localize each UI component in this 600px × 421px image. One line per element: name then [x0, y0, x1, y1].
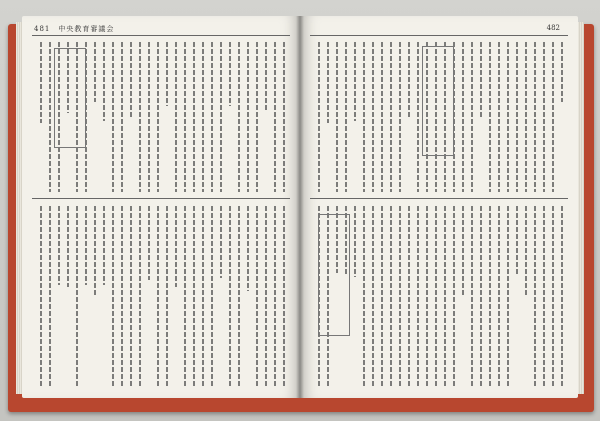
text-line — [103, 206, 105, 285]
text-line — [67, 206, 69, 287]
text-line — [202, 206, 204, 386]
text-line — [480, 206, 482, 386]
text-line — [175, 206, 177, 287]
text-line — [408, 42, 410, 117]
text-line — [166, 42, 168, 106]
right-boxed-note — [422, 46, 454, 156]
text-line — [229, 206, 231, 386]
section-divider — [310, 198, 568, 199]
text-line — [139, 42, 141, 192]
text-line — [381, 206, 383, 386]
text-line — [130, 42, 132, 118]
text-line — [211, 206, 213, 386]
text-line — [49, 42, 51, 192]
text-line — [220, 42, 222, 192]
text-line — [480, 42, 482, 118]
text-line — [336, 42, 338, 192]
text-line — [399, 42, 401, 192]
text-line — [354, 206, 356, 277]
left-lower-text-block — [36, 206, 286, 386]
text-line — [40, 42, 42, 123]
text-line — [40, 206, 42, 386]
right-boxed-note-lower — [318, 214, 350, 336]
text-line — [372, 42, 374, 192]
text-line — [381, 42, 383, 192]
text-line — [345, 42, 347, 192]
text-line — [453, 206, 455, 386]
text-line — [444, 206, 446, 386]
text-line — [471, 206, 473, 386]
text-line — [256, 206, 258, 386]
text-line — [543, 206, 545, 386]
text-line — [534, 42, 536, 192]
text-line — [148, 206, 150, 280]
text-line — [417, 206, 419, 386]
text-line — [94, 206, 96, 295]
running-header: 中央教育審議会 — [58, 25, 115, 33]
text-line — [157, 206, 159, 386]
text-line — [121, 42, 123, 192]
text-line — [372, 206, 374, 386]
text-line — [507, 42, 509, 192]
text-line — [94, 42, 96, 102]
text-line — [112, 42, 114, 192]
text-line — [462, 42, 464, 192]
text-line — [157, 42, 159, 192]
text-line — [552, 42, 554, 192]
text-line — [247, 206, 249, 291]
text-line — [238, 42, 240, 192]
text-line — [354, 42, 356, 121]
text-line — [534, 206, 536, 386]
text-line — [283, 42, 285, 192]
text-line — [274, 42, 276, 192]
text-line — [525, 206, 527, 297]
book-gutter — [296, 16, 304, 398]
text-line — [256, 42, 258, 192]
text-line — [193, 42, 195, 192]
text-line — [85, 206, 87, 285]
text-line — [229, 42, 231, 106]
text-line — [220, 206, 222, 278]
text-line — [76, 206, 78, 386]
text-line — [363, 206, 365, 386]
text-line — [390, 42, 392, 192]
text-line — [417, 42, 419, 192]
text-line — [552, 206, 554, 386]
text-line — [121, 206, 123, 386]
text-line — [489, 42, 491, 192]
right-lower-text-block — [314, 206, 564, 386]
text-line — [265, 206, 267, 386]
text-line — [247, 42, 249, 192]
text-line — [471, 42, 473, 192]
text-line — [103, 42, 105, 121]
text-line — [184, 206, 186, 386]
text-line — [561, 42, 563, 102]
text-line — [274, 206, 276, 386]
text-line — [435, 206, 437, 386]
text-line — [193, 206, 195, 386]
text-line — [184, 42, 186, 192]
text-line — [426, 206, 428, 386]
text-line — [462, 206, 464, 296]
left-page-header — [34, 24, 114, 34]
text-line — [516, 42, 518, 192]
text-line — [202, 42, 204, 192]
header-rule — [32, 35, 290, 36]
text-line — [543, 42, 545, 192]
text-line — [327, 42, 329, 123]
text-line — [489, 206, 491, 386]
text-line — [363, 42, 365, 192]
text-line — [399, 206, 401, 386]
text-line — [49, 206, 51, 386]
text-line — [265, 42, 267, 112]
text-line — [139, 206, 141, 386]
text-line — [516, 206, 518, 274]
text-line — [148, 42, 150, 192]
text-line — [390, 206, 392, 386]
header-rule — [310, 35, 568, 36]
left-page — [22, 16, 300, 398]
text-line — [561, 206, 563, 386]
text-line — [112, 206, 114, 386]
text-line — [58, 206, 60, 285]
text-line — [166, 206, 168, 386]
text-line — [238, 206, 240, 386]
page-edges-right — [578, 22, 584, 394]
section-divider — [32, 198, 290, 199]
text-line — [283, 206, 285, 386]
text-line — [498, 206, 500, 386]
text-line — [318, 42, 320, 192]
text-line — [408, 206, 410, 386]
left-page-number: 481 — [34, 25, 51, 33]
text-line — [498, 42, 500, 192]
right-page — [300, 16, 578, 398]
text-line — [130, 206, 132, 386]
left-boxed-note — [54, 48, 86, 148]
text-line — [211, 42, 213, 192]
right-page-number: 482 — [546, 24, 560, 32]
text-line — [507, 206, 509, 386]
text-line — [525, 42, 527, 192]
text-line — [175, 42, 177, 192]
